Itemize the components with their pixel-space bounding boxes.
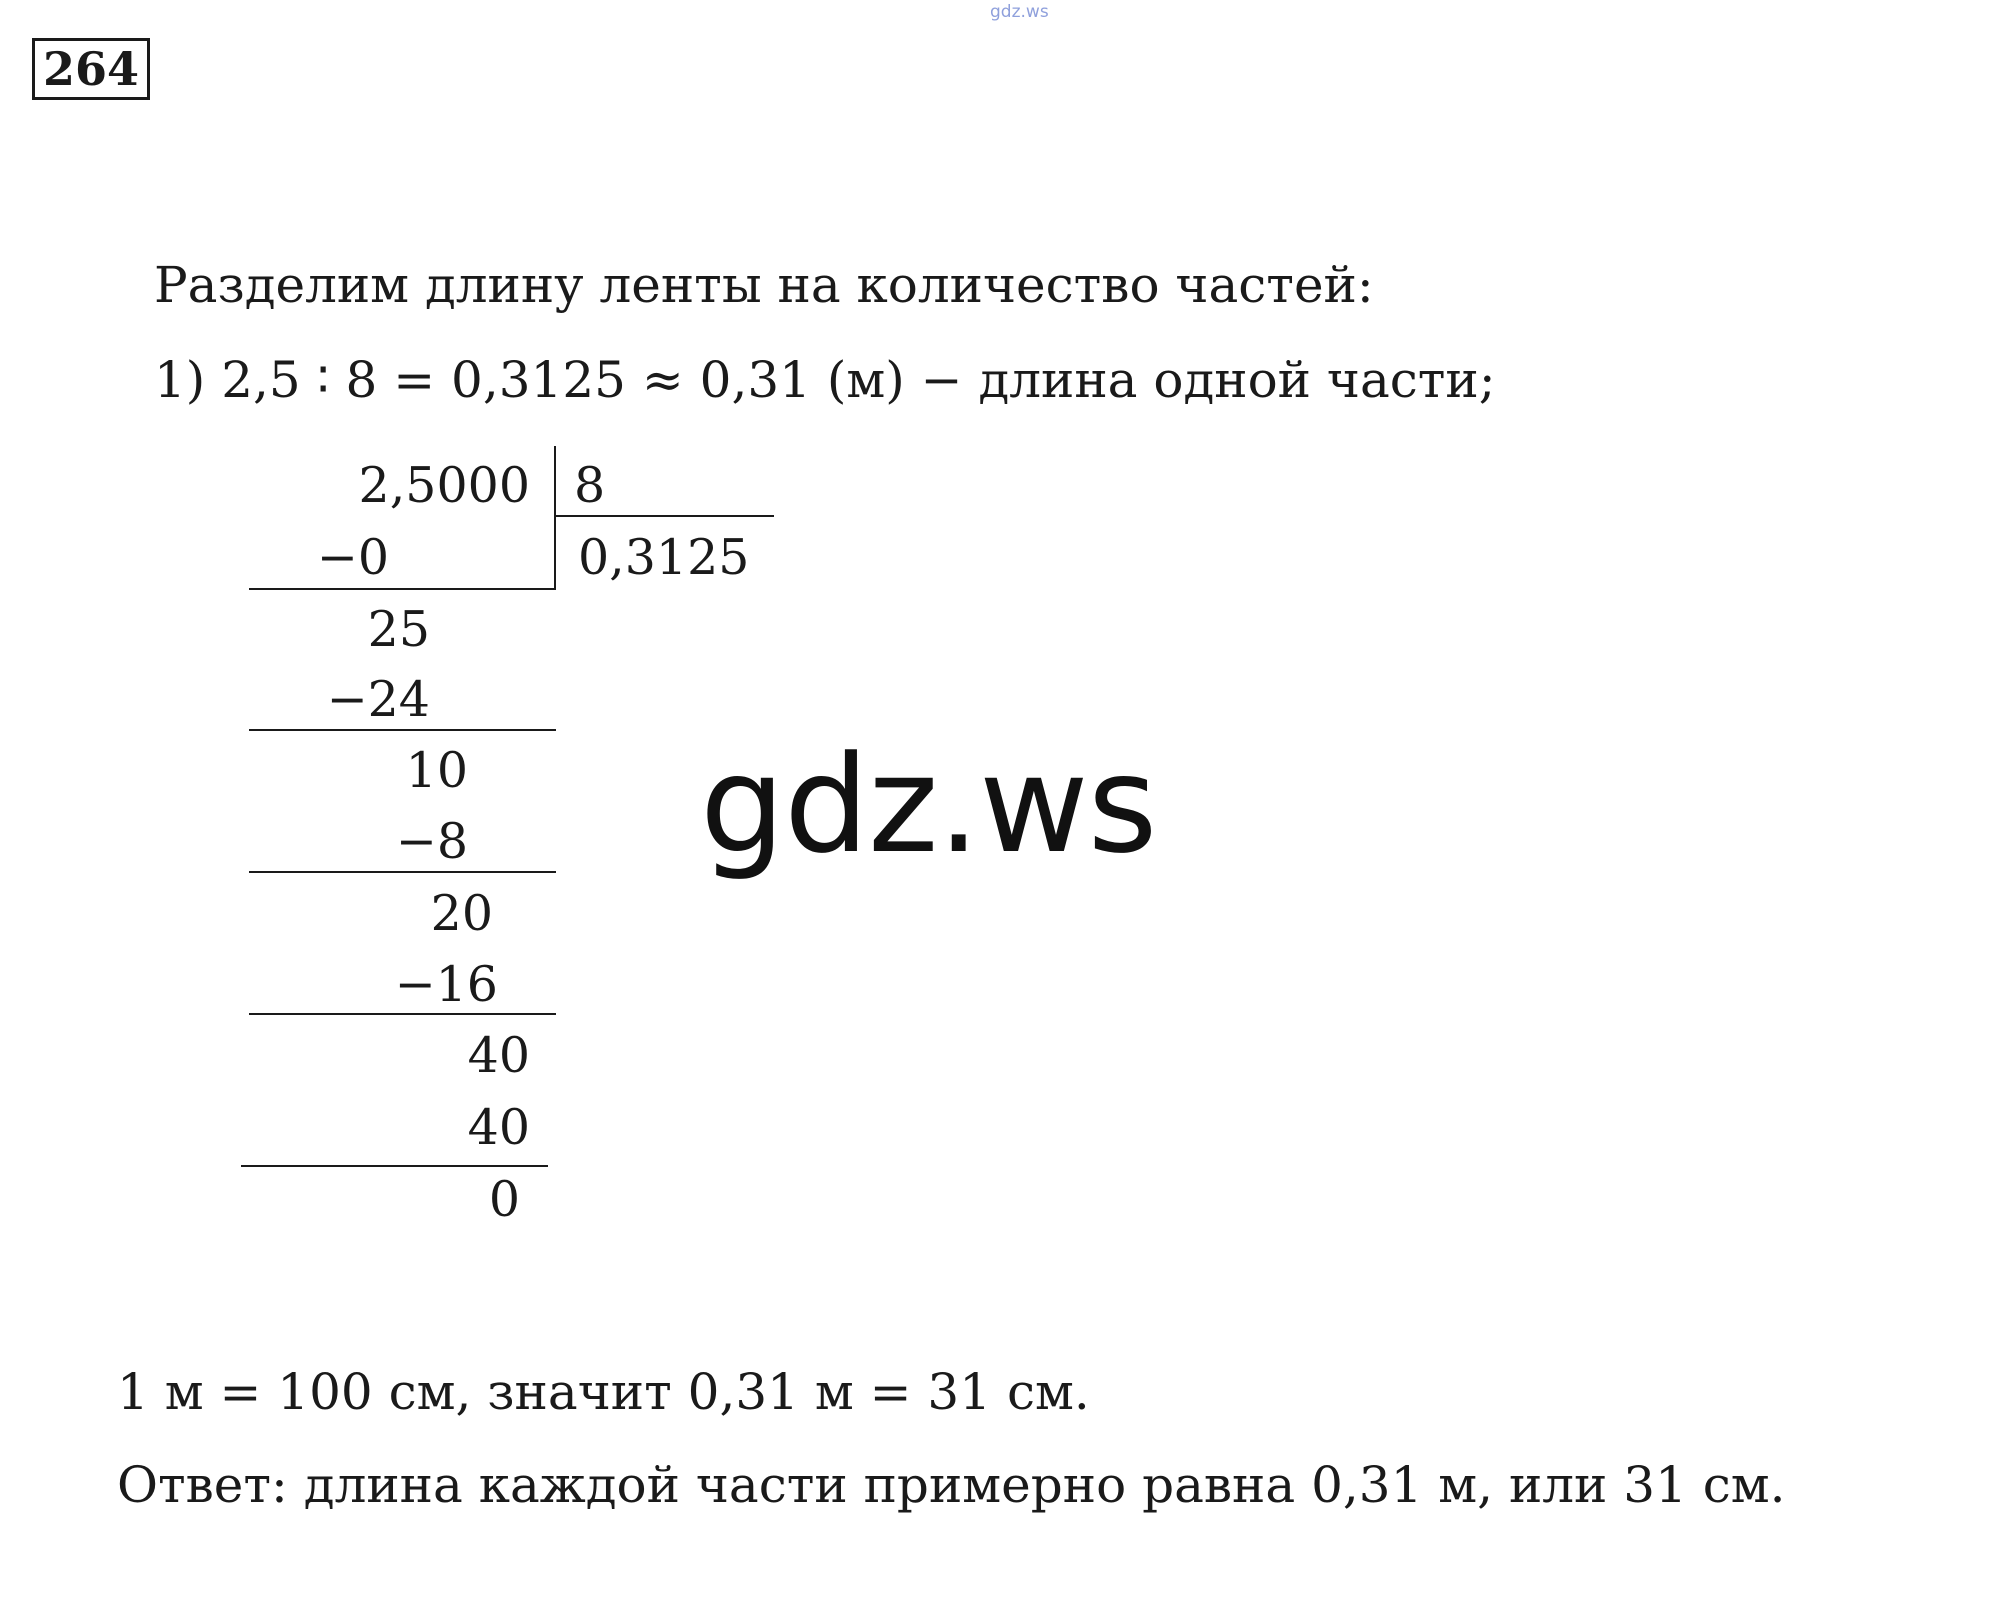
- conversion-text: 1 м = 100 см, значит 0,31 м = 31 см.: [117, 1363, 1090, 1421]
- division-step-remainder: 0: [488, 1171, 520, 1228]
- division-divisor: 8: [574, 457, 606, 514]
- watermark-center: gdz.ws: [700, 727, 1157, 883]
- division-underline: [241, 1165, 548, 1167]
- division-step-subtract: 40: [467, 1099, 530, 1156]
- watermark-top: gdz.ws: [990, 2, 1049, 22]
- answer-text: Ответ: длина каждой части примерно равна 0,31 м, или 31 см.: [117, 1456, 1786, 1514]
- division-dividend: 2,5000: [358, 457, 530, 514]
- division-step-remainder: 25: [367, 601, 430, 658]
- division-underline: [249, 1013, 556, 1015]
- division-bracket-horizontal: [554, 515, 774, 517]
- intro-text: Разделим длину ленты на количество частей:: [154, 256, 1374, 314]
- division-underline: [249, 729, 556, 731]
- division-step-remainder: 20: [430, 885, 493, 942]
- division-underline: [249, 588, 556, 590]
- division-underline: [249, 871, 556, 873]
- division-step-subtract: −24: [326, 671, 430, 728]
- division-step-subtract: −0: [316, 529, 389, 586]
- division-bracket-vertical: [554, 446, 556, 590]
- problem-number-box: 264: [32, 38, 150, 100]
- division-step-subtract: −16: [394, 956, 498, 1013]
- division-quotient: 0,3125: [578, 529, 750, 586]
- division-step-remainder: 40: [467, 1027, 530, 1084]
- division-step-subtract: −8: [395, 813, 468, 870]
- division-step-remainder: 10: [405, 742, 468, 799]
- step1-text: 1) 2,5 ∶ 8 = 0,3125 ≈ 0,31 (м) − длина одной части;: [154, 351, 1496, 409]
